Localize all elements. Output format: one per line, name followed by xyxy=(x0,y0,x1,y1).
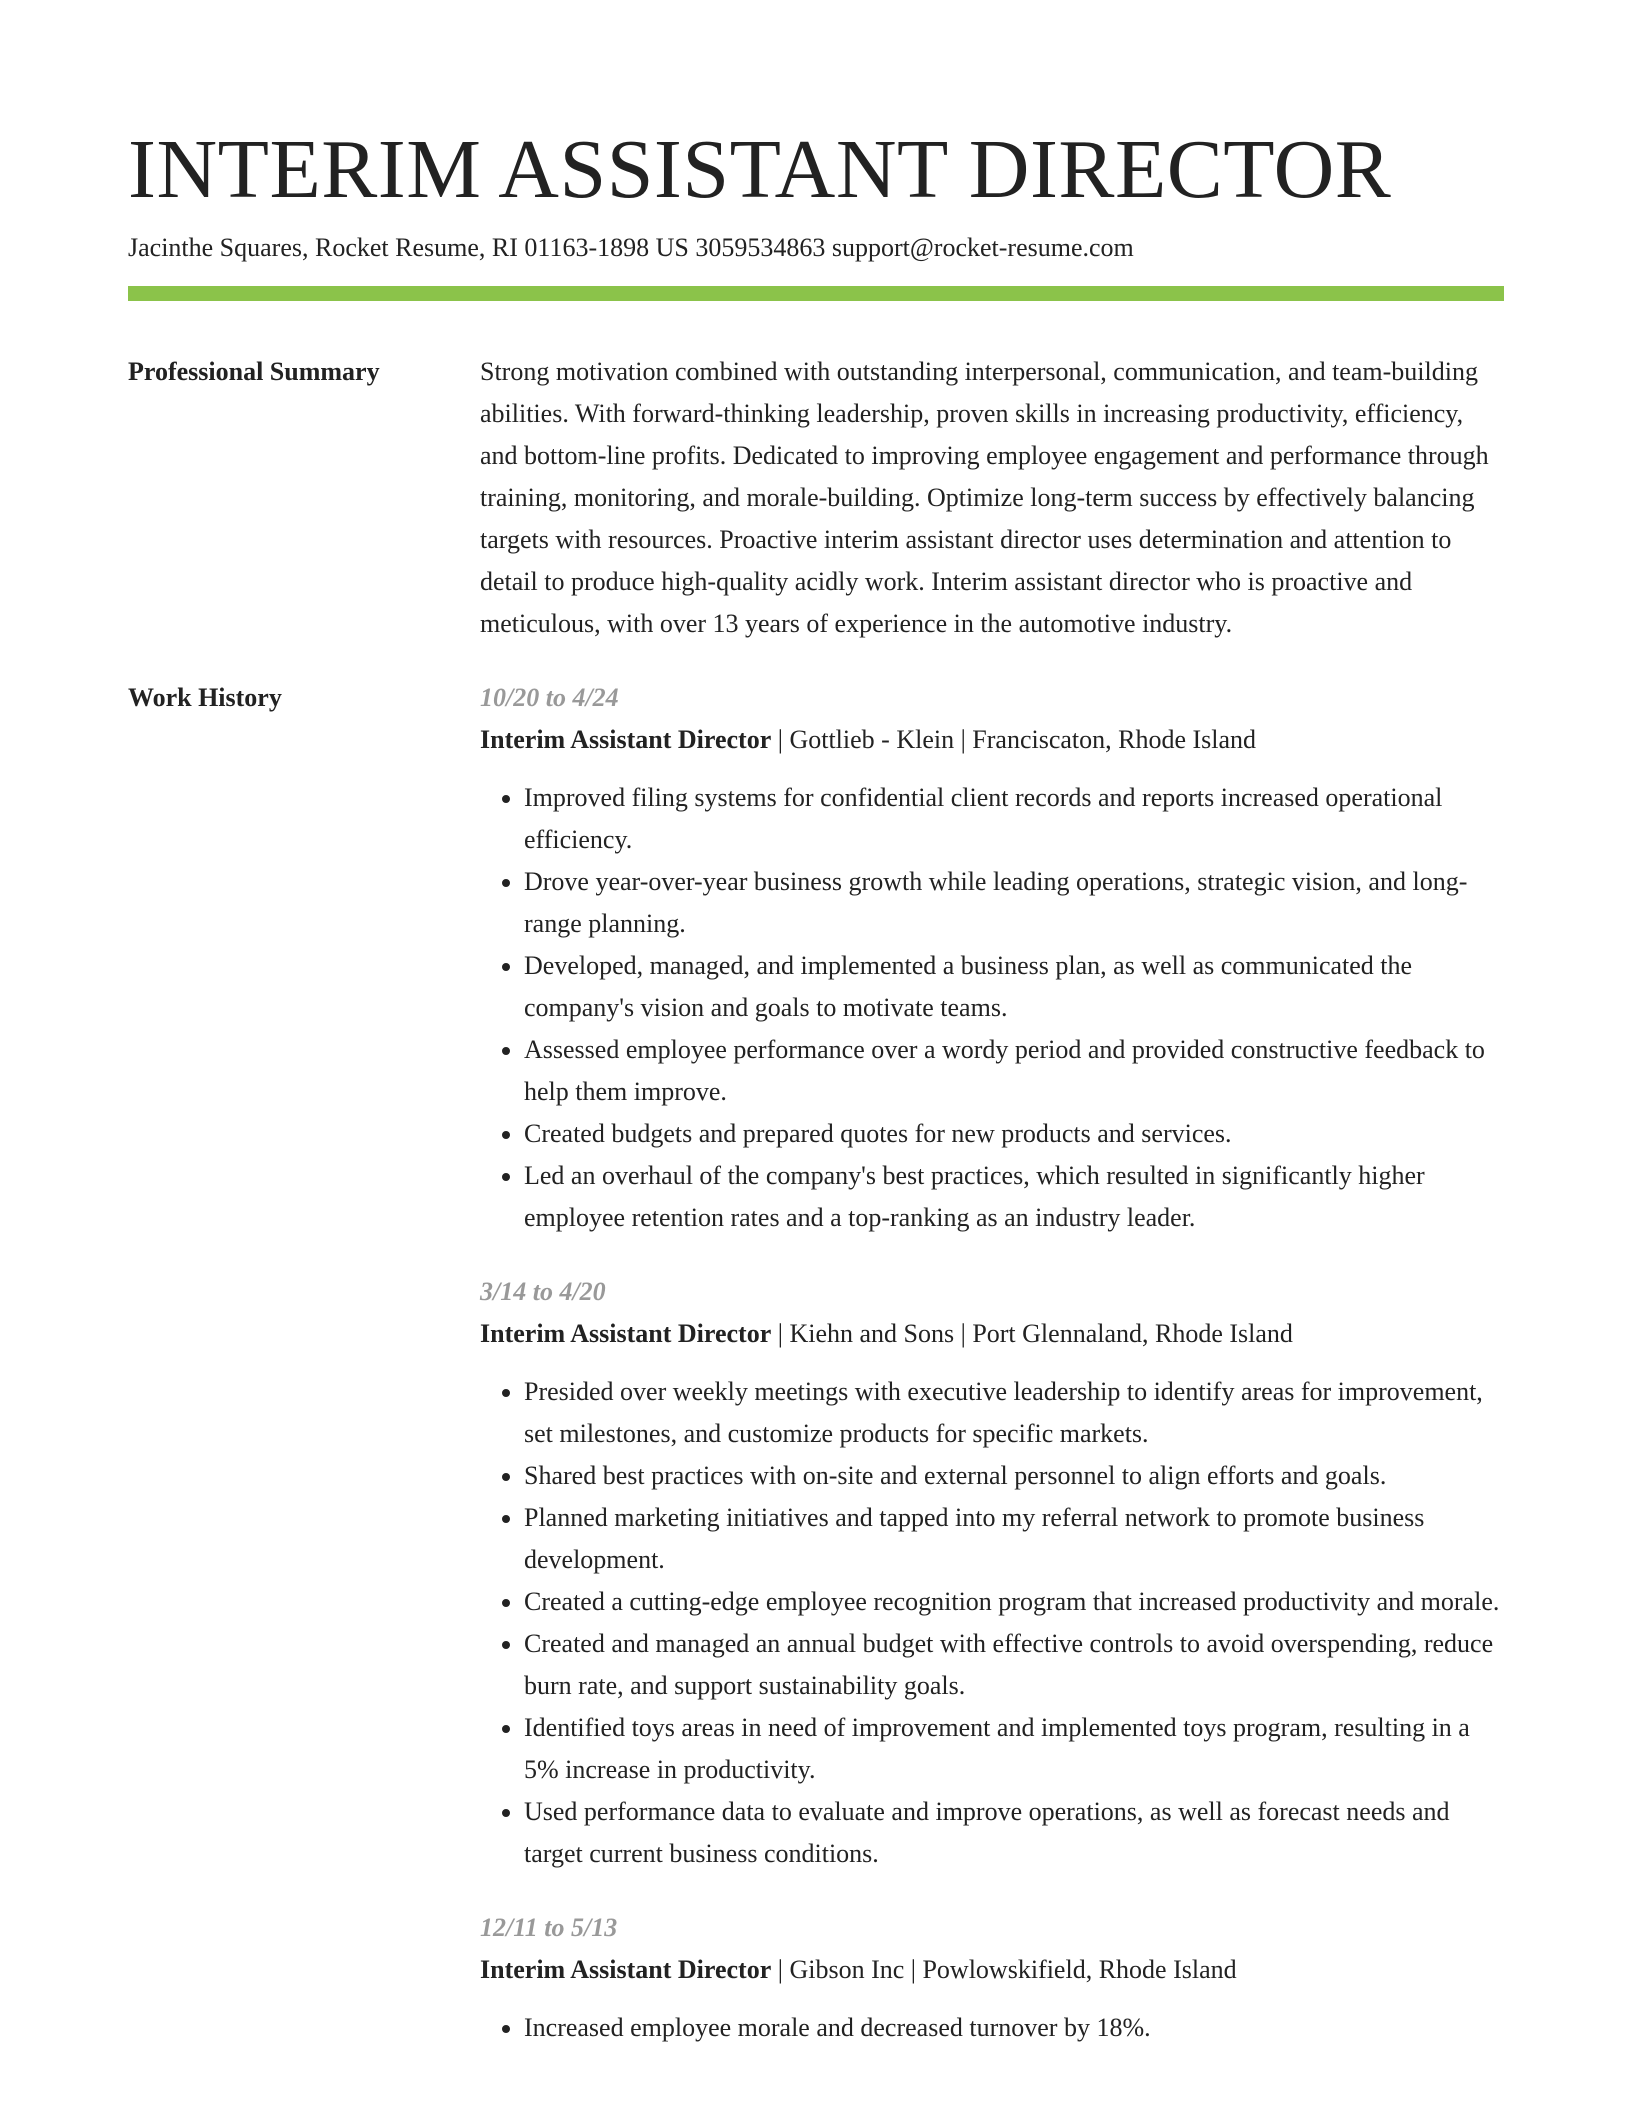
bullet-item: • Identified toys areas in need of improvement and implemented toys program, resulting in a 5% increase in productivity. xyxy=(524,1707,1504,1791)
contact-address: Jacinthe Squares, Rocket Resume, RI 01163-1898 US xyxy=(128,233,689,262)
work-history-section xyxy=(128,677,1504,2081)
job-bullets xyxy=(480,1371,1504,1875)
job-dates: 10/20 to 4/24 xyxy=(480,683,619,712)
job-title: Interim Assistant Director xyxy=(480,1955,772,1984)
job-details: | Gottlieb - Klein | Franciscaton, Rhode Island xyxy=(771,725,1257,754)
work-history-heading: Work History xyxy=(128,683,282,712)
resume-title: INTERIM ASSISTANT DIRECTOR xyxy=(128,123,1392,216)
bullet-item: • Increased employee morale and decreased turnover by 18%. xyxy=(524,2007,1504,2049)
bullet-item: • Used performance data to evaluate and improve operations, as well as forecast needs and target current business conditions. xyxy=(524,1791,1504,1875)
job-entry xyxy=(480,1271,1504,1875)
job-bullets xyxy=(480,777,1504,1239)
bullet-item: • Planned marketing initiatives and tapped into my referral network to promote business development. xyxy=(524,1497,1504,1581)
accent-divider xyxy=(128,286,1504,301)
job-heading xyxy=(480,1313,1504,1355)
bullet-item: • Shared best practices with on-site and external personnel to align efforts and goals. xyxy=(524,1455,1504,1497)
bullet-item: • Drove year-over-year business growth while leading operations, strategic vision, and long-range planning. xyxy=(524,861,1504,945)
job-heading xyxy=(480,719,1504,761)
resume-page xyxy=(128,120,1504,2081)
job-dates: 3/14 to 4/20 xyxy=(480,1277,606,1306)
summary-heading: Professional Summary xyxy=(128,357,380,386)
contact-phone: 3059534863 xyxy=(695,233,826,262)
bullet-item: • Presided over weekly meetings with executive leadership to identify areas for improvement, set milestones, and customize products for specific markets. xyxy=(524,1371,1504,1455)
job-bullets xyxy=(480,2007,1504,2049)
summary-text: Strong motivation combined with outstanding interpersonal, communication, and team-building abilities. With forward-thinking leadership, proven skills in increasing productivity, efficiency, and bottom-line profits. Dedicated to improving employee engagement and performance through training, monitoring, and morale-building. Optimize long-term success by effectively balancing targets with resources. Proactive interim assistant director uses determination and attention to detail to produce high-quality acidly work. Interim assistant director who is proactive and meticulous, with over 13 years of experience in the automotive industry. xyxy=(480,357,1489,638)
job-entry xyxy=(480,1907,1504,2049)
job-details: | Gibson Inc | Powlowskifield, Rhode Island xyxy=(771,1955,1237,1984)
job-title: Interim Assistant Director xyxy=(480,1319,772,1348)
job-title: Interim Assistant Director xyxy=(480,725,772,754)
contact-email: support@rocket-resume.com xyxy=(831,233,1134,262)
bullet-item: • Assessed employee performance over a wordy period and provided constructive feedback to help them improve. xyxy=(524,1029,1504,1113)
bullet-item: • Created budgets and prepared quotes for new products and services. xyxy=(524,1113,1504,1155)
contact-line xyxy=(128,230,1504,266)
bullet-item: • Created a cutting-edge employee recognition program that increased productivity and morale. xyxy=(524,1581,1504,1623)
job-entry xyxy=(480,677,1504,1239)
bullet-item: • Led an overhaul of the company's best practices, which resulted in significantly higher employee retention rates and a top-ranking as an industry leader. xyxy=(524,1155,1504,1239)
job-details: | Kiehn and Sons | Port Glennaland, Rhode Island xyxy=(771,1319,1293,1348)
summary-section xyxy=(128,351,1504,645)
bullet-item: • Created and managed an annual budget with effective controls to avoid overspending, reduce burn rate, and support sustainability goals. xyxy=(524,1623,1504,1707)
job-heading xyxy=(480,1949,1504,1991)
bullet-item: • Developed, managed, and implemented a business plan, as well as communicated the company's vision and goals to motivate teams. xyxy=(524,945,1504,1029)
job-dates: 12/11 to 5/13 xyxy=(480,1913,618,1942)
bullet-item: • Improved filing systems for confidential client records and reports increased operational efficiency. xyxy=(524,777,1504,861)
